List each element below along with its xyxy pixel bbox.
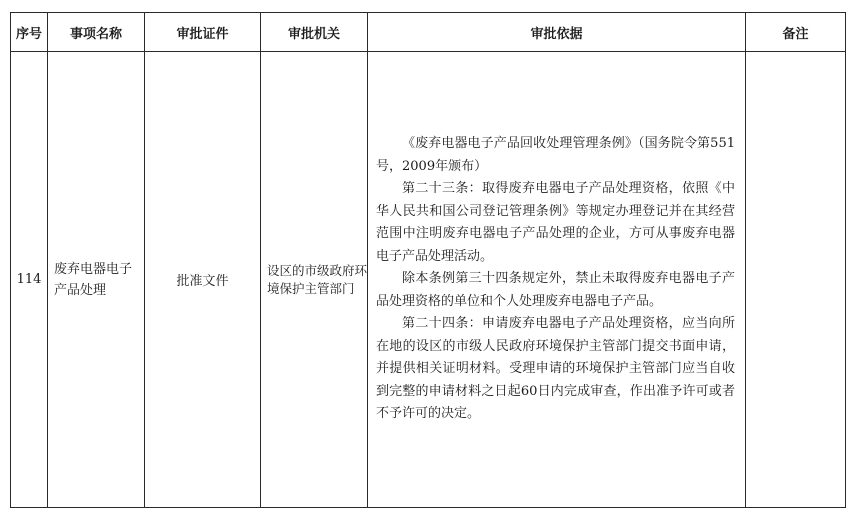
- cell-basis: [368, 52, 746, 508]
- header-row: [11, 13, 846, 52]
- header-basis: 审批依据: [368, 13, 746, 52]
- basis-paragraph: 第二十四条：申请废弃电器电子产品处理资格，应当向所在地的设区的市级人民政府环境保护主管部门提交书面申请，并提供相关证明材料。受理申请的环境保护主管部门应当自收到完整的申请材料之日起60日内完成审查，作出准予许可或者不予许可的决定。: [376, 316, 735, 422]
- header-name: 事项名称: [48, 13, 145, 52]
- header-cert: 审批证件: [145, 13, 261, 52]
- cell-name: 废弃电器电子产品处理: [48, 52, 145, 508]
- approval-table: [10, 12, 846, 508]
- header-note: 备注: [746, 13, 846, 52]
- basis-paragraph: 《废弃电器电子产品回收处理管理条例》（国务院令第551号，2009年颁布）: [376, 136, 735, 174]
- cell-cert: 批准文件: [145, 52, 261, 508]
- table-row: [11, 52, 846, 508]
- cell-note: [746, 52, 846, 508]
- basis-paragraph: 除本条例第三十四条规定外，禁止未取得废弃电器电子产品处理资格的单位和个人处理废弃电器电子产品。: [376, 271, 735, 309]
- basis-paragraph: 第二十三条：取得废弃电器电子产品处理资格，依照《中华人民共和国公司登记管理条例》等规定办理登记并在其经营范围中注明废弃电器电子产品处理的企业，方可从事废弃电器电子产品处理活动。: [376, 181, 735, 264]
- cell-no: 114: [11, 52, 48, 508]
- header-no: 序号: [11, 13, 48, 52]
- header-org: 审批机关: [261, 13, 368, 52]
- cell-org: 设区的市级政府环境保护主管部门: [261, 52, 368, 508]
